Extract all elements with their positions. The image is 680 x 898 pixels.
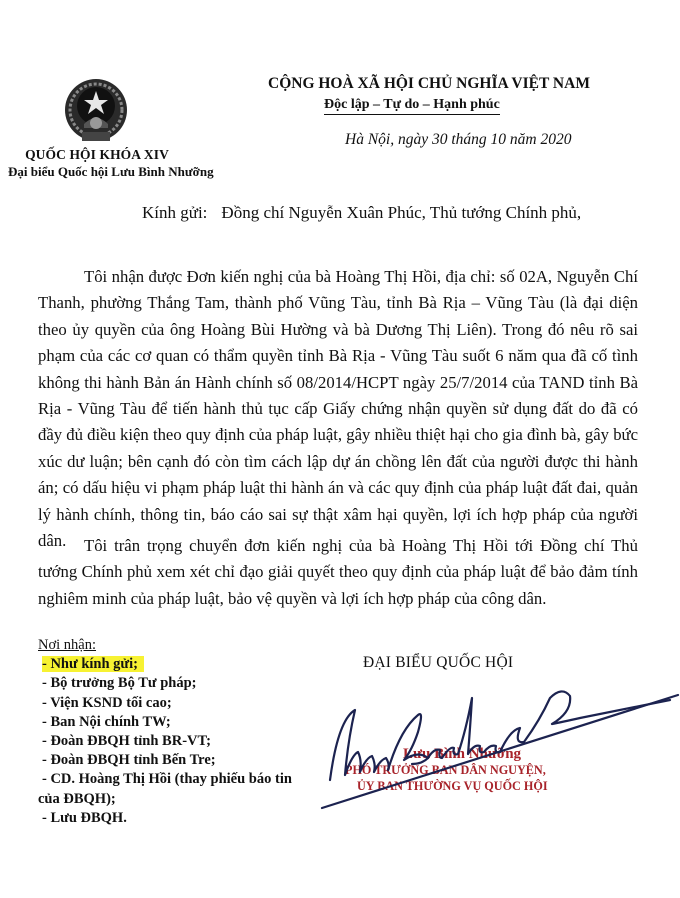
handwritten-signature-icon bbox=[300, 660, 680, 820]
body-paragraph-1: Tôi nhận được Đơn kiến nghị của bà Hoàng Thị Hồi, địa chỉ: số 02A, Nguyễn Chí Thanh, phường Thắng Tam, thành phố Vũng Tàu, tỉnh Bà Rịa – Vũng Tàu (là đại diện theo ủy quyền của ông Hoàng Bùi Hường và bà Dương Thị Liên). Trong đó nêu rõ sai phạm của các cơ quan có thẩm quyền tỉnh Bà Rịa - Vũng Tàu suốt 6 năm qua đã cố tình không thi hành Bản án Hành chính số 08/2014/HCPT ngày 25/7/2014 của TAND tỉnh Bà Rịa - Vũng Tàu để tiến hành thủ tục cấp Giấy chứng nhận quyền sử dụng đất do đã có đầy đủ điều kiện theo quy định của pháp luật, gây nhiều thiệt hại cho gia đình bà, gây bức xúc dư luận; bên cạnh đó còn tìm cách lập dự án chồng lên đất của người được thi hành án; có dấu hiệu vi phạm pháp luật thi hành án và các quy định của pháp luật đất đai, quản lý hành chính, thông tin, báo cáo sai sự thật xâm hại quyền, lợi ích hợp pháp của người dân. bbox=[38, 267, 638, 551]
addressee-value: Đồng chí Nguyễn Xuân Phúc, Thủ tướng Chính phủ, bbox=[221, 203, 582, 222]
recipients-list-item: - Đoàn ĐBQH tỉnh BR-VT; bbox=[42, 733, 211, 750]
signatory-position-line-2: ỦY BAN THƯỜNG VỤ QUỐC HỘI bbox=[357, 779, 548, 793]
recipients-list-item: - Viện KSND tối cao; bbox=[42, 694, 172, 711]
recipients-list bbox=[38, 636, 292, 828]
recipients-list-title: Nơi nhận: bbox=[38, 637, 97, 653]
national-title: CỘNG HOÀ XÃ HỘI CHỦ NGHĨA VIỆT NAM bbox=[268, 75, 590, 92]
addressee-label: Kính gửi: bbox=[142, 203, 208, 222]
recipients-list-item: - Lưu ĐBQH. bbox=[42, 809, 127, 826]
recipients-list-item: - CD. Hoàng Thị Hồi (thay phiếu báo tin bbox=[42, 771, 292, 788]
recipients-list-item: - Đoàn ĐBQH tỉnh Bến Tre; bbox=[42, 752, 216, 769]
national-motto: Độc lập – Tự do – Hạnh phúc bbox=[324, 97, 500, 115]
organization-name: QUỐC HỘI KHÓA XIV bbox=[25, 147, 169, 162]
signatory-name: Lưu Bình Nhưỡng bbox=[403, 746, 522, 762]
recipients-list-item: - Bộ trưởng Bộ Tư pháp; bbox=[42, 675, 197, 692]
national-emblem-icon bbox=[60, 76, 132, 148]
recipients-list-item: - Như kính gửi; bbox=[42, 656, 144, 672]
dateline: Hà Nội, ngày 30 tháng 10 năm 2020 bbox=[345, 131, 572, 148]
body-paragraph-2: Tôi trân trọng chuyển đơn kiến nghị của bà Hoàng Thị Hồi tới Đồng chí Thủ tướng Chính phủ xem xét chỉ đạo giải quyết theo quy định của pháp luật để bảo đảm tính nghiêm minh của pháp luật, bảo vệ quyền và lợi ích hợp pháp của công dân. bbox=[38, 536, 638, 608]
signatory-position-line-1: PHÓ TRƯỞNG BAN DÂN NGUYỆN, bbox=[345, 763, 546, 777]
recipients-list-item: - Ban Nội chính TW; bbox=[42, 713, 171, 730]
recipients-list-item-continued: của ĐBQH); bbox=[38, 790, 116, 807]
addressee-line bbox=[142, 203, 581, 223]
organization-subtitle: Đại biểu Quốc hội Lưu Bình Nhưỡng bbox=[8, 164, 214, 179]
signatory-title: ĐẠI BIỂU QUỐC HỘI bbox=[363, 654, 514, 671]
